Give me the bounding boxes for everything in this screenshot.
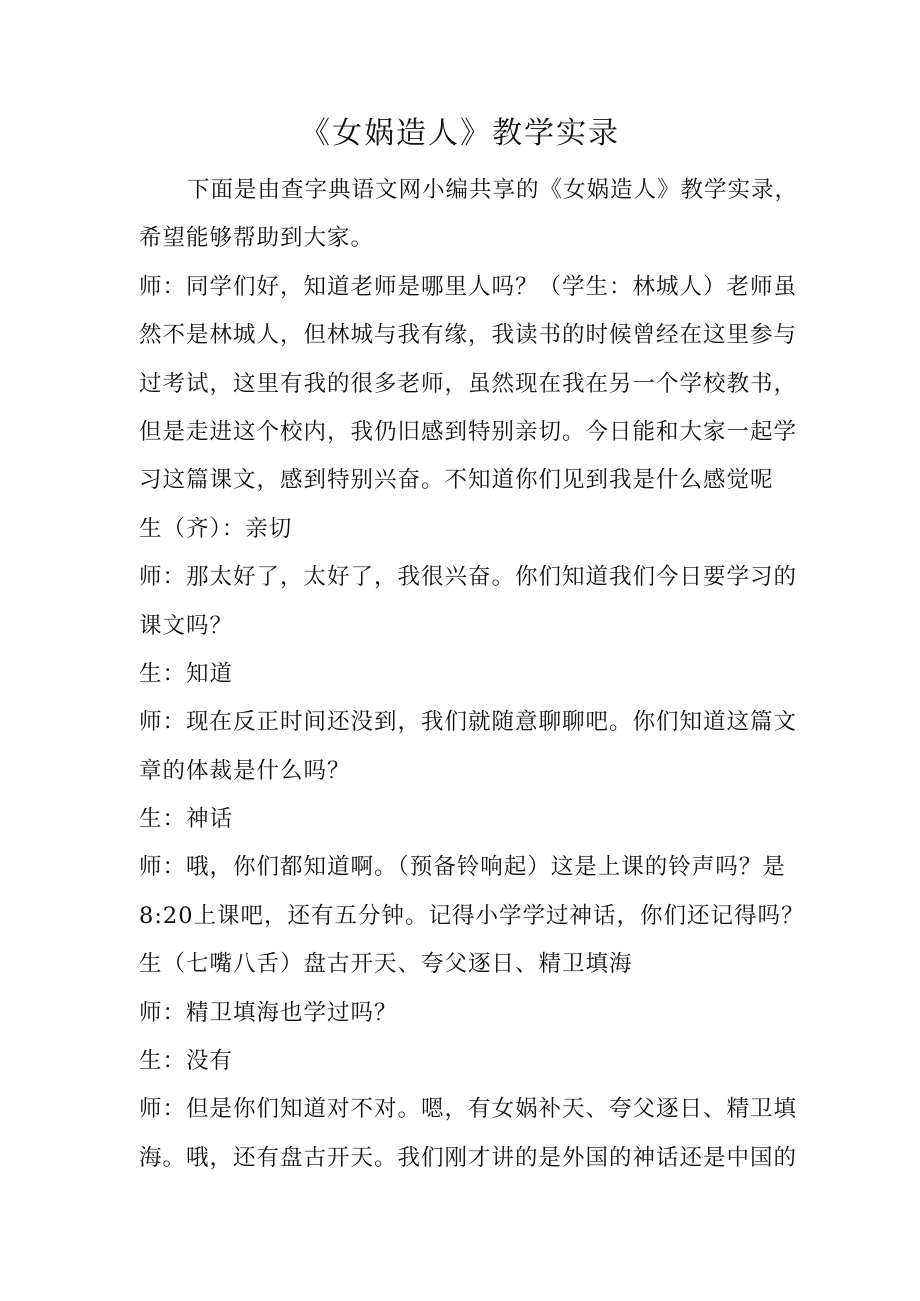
dialogue-line: 师：那太好了，太好了，我很兴奋。你们知道我们今日要学习的: [139, 564, 798, 591]
dialogue-line: 但是走进这个校内，我仍旧感到特别亲切。今日能和大家一起学: [139, 418, 798, 445]
intro-line: 下面是由查字典语文网小编共享的《女娲造人》教学实录，: [187, 177, 799, 203]
document-body: [139, 166, 805, 1182]
dialogue-line: 师：现在反正时间还没到，我们就随意聊聊吧。你们知道这篇文: [139, 709, 798, 736]
dialogue-line: 海。哦，还有盘古开天。我们刚才讲的是外国的神话还是中国的: [139, 1144, 798, 1171]
dialogue-line: 生：没有: [139, 1048, 234, 1075]
dialogue-line: 生（七嘴八舌）盘古开天、夸父逐日、精卫填海: [139, 951, 633, 978]
dialogue-line: 师：同学们好，知道老师是哪里人吗？（学生：林城人）老师虽: [139, 273, 798, 300]
dialogue-line: 师：精卫填海也学过吗？: [139, 999, 398, 1026]
intro-line: 希望能够帮助到大家。: [139, 225, 375, 252]
dialogue-line: 章的体裁是什么吗？: [139, 757, 351, 784]
dialogue-line: 8:20上课吧，还有五分钟。记得小学学过神话，你们还记得吗？: [139, 902, 805, 929]
dialogue-line: 师：哦，你们都知道啊。（预备铃响起）这是上课的铃声吗？是: [139, 854, 786, 881]
dialogue-line: 然不是林城人，但林城与我有缘，我读书的时候曾经在这里参与: [139, 322, 798, 349]
dialogue-line: 生：知道: [139, 660, 234, 687]
dialogue-line: 过考试，这里有我的很多老师，虽然现在我在另一个学校教书，: [139, 370, 798, 397]
dialogue-line: 生：神话: [139, 806, 234, 833]
dialogue-line: 生（齐）：亲切: [139, 515, 293, 542]
dialogue-line: 师：但是你们知道对不对。嗯，有女娲补天、夸父逐日、精卫填: [139, 1096, 798, 1123]
document-title: 《女娲造人》教学实录: [300, 116, 620, 151]
dialogue-line: 习这篇课文，感到特别兴奋。不知道你们见到我是什么感觉呢: [139, 467, 774, 494]
dialogue-line: 课文吗？: [139, 612, 234, 639]
